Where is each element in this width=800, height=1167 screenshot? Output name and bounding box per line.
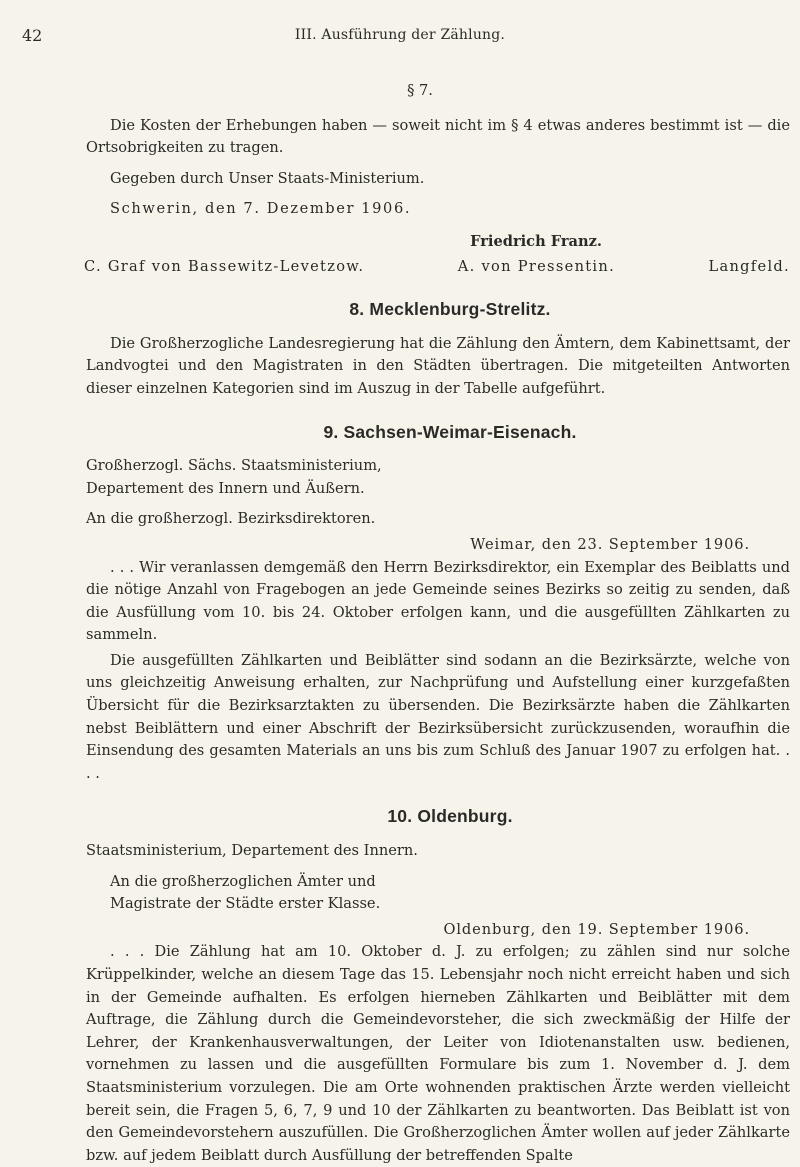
cosigner-1: C. Graf von Bassewitz-Levetzow. <box>84 257 365 275</box>
section-7 <box>84 80 790 278</box>
section-oldenburg <box>86 805 790 1167</box>
section-heading: 8. Mecklenburg-Strelitz. <box>349 299 551 320</box>
paragraph: Die ausgefüllten Zählkarten und Beiblätter sind sodann an die Bezirksärzte, welche von uns gleichzeitig Anweisung erhalten, zur Nachprüfung und Aufstellung einer kurzgefaßten Übersicht für die Bezirksarztakten zu übersenden. Die Bezirksärzte haben die Zählkarten nebst Beiblättern und einer Abschrift der Bezirksübersicht zurückzusenden, woraufhin die Einsendung des gesamten Materials an uns bis zum Schluß des Januar 1907 zu erfolgen hat. . . . <box>86 651 790 782</box>
section-sachsen-weimar-eisenach <box>86 421 790 786</box>
section-text: Die Großherzogliche Landesregierung hat die Zählung den Ämtern, dem Kabinettsamt, der Landvogtei und den Magistraten in den Städten übertragen. Die mitgeteilten Antworten dieser einzelnen Kategorien sind im Auszug in der Tabelle aufgeführt. <box>86 334 790 397</box>
recipient-line: An die großherzogl. Bezirksdirektoren. <box>86 510 376 528</box>
signature: Friedrich Franz. <box>470 232 602 250</box>
section-heading: 10. Oldenburg. <box>387 806 513 827</box>
page-body <box>84 80 790 1167</box>
cosigners <box>84 256 790 279</box>
place-date: Oldenburg, den 19. September 1906. <box>443 920 750 938</box>
cosigner-3: Langfeld. <box>708 257 790 275</box>
section-7-text: Die Kosten der Erhebungen haben — soweit nicht im § 4 etwas anderes bestimmt ist — die Ortsobrigkeiten zu tragen. <box>86 116 790 157</box>
sender-line: Departement des Innern und Äußern. <box>86 479 365 497</box>
page-number: 42 <box>22 26 43 45</box>
page-header <box>0 26 800 50</box>
given-by-line: Gegeben durch Unser Staats-Ministerium. <box>110 169 425 187</box>
sender-line: Staatsministerium, Departement des Innern. <box>86 842 418 860</box>
section-heading: 9. Sachsen-Weimar-Eisenach. <box>323 421 577 442</box>
section-mecklenburg-strelitz <box>86 298 790 400</box>
paragraph: . . . Die Zählung hat am 10. Oktober d. J. zu erfolgen; zu zählen sind nur solche Krüppelkinder, welche an diesem Tage das 15. Lebensjahr noch nicht erreicht haben und sich in der Gemeinde aufhalten. Es erfolgen hierneben Zählkarten und Beiblätter mit dem Auftrage, die Zählung durch die Gemeindevorsteher, die sich zweckmäßig der Hilfe der Lehrer, der Krankenhausverwaltungen, der Leiter von Idiotenanstalten usw. bedienen, vornehmen zu lassen und die ausgefüllten Formulare bis zum 1. November d. J. dem Staatsministerium vorzulegen. Die am Orte wohnenden praktischen Ärzte werden vielleicht bereit sein, die Fragen 5, 6, 7, 9 und 10 der Zählkarten zu beantworten. Das Beiblatt ist von den Gemeindevorstehern auszufüllen. Die Großherzoglichen Ämter wollen auf jeder Zählkarte bzw. auf jedem Beiblatt durch Ausfüllung der betreffenden Spalte <box>86 943 790 1164</box>
sender-line: Großherzogl. Sächs. Staatsministerium, <box>86 457 382 475</box>
cosigner-2: A. von Pressentin. <box>457 257 616 275</box>
place-date: Weimar, den 23. September 1906. <box>470 535 750 553</box>
recipient-line: An die großherzoglichen Ämter und <box>110 872 376 890</box>
section-mark: § 7. <box>407 82 433 99</box>
running-title: III. Ausführung der Zählung. <box>294 27 506 43</box>
recipient-line: Magistrate der Städte erster Klasse. <box>110 895 381 913</box>
paragraph: . . . Wir veranlassen demgemäß den Herrn Bezirksdirektor, ein Exemplar des Beiblatts und die nötige Anzahl von Fragebogen an jede Gemeinde seines Bezirks so zeitig zu senden, daß die Ausfüllung vom 10. bis 24. Oktober erfolgen kann, und die ausgefüllten Zählkarten zu sammeln. <box>86 558 790 644</box>
place-date: Schwerin, den 7. Dezember 1906. <box>110 200 412 218</box>
